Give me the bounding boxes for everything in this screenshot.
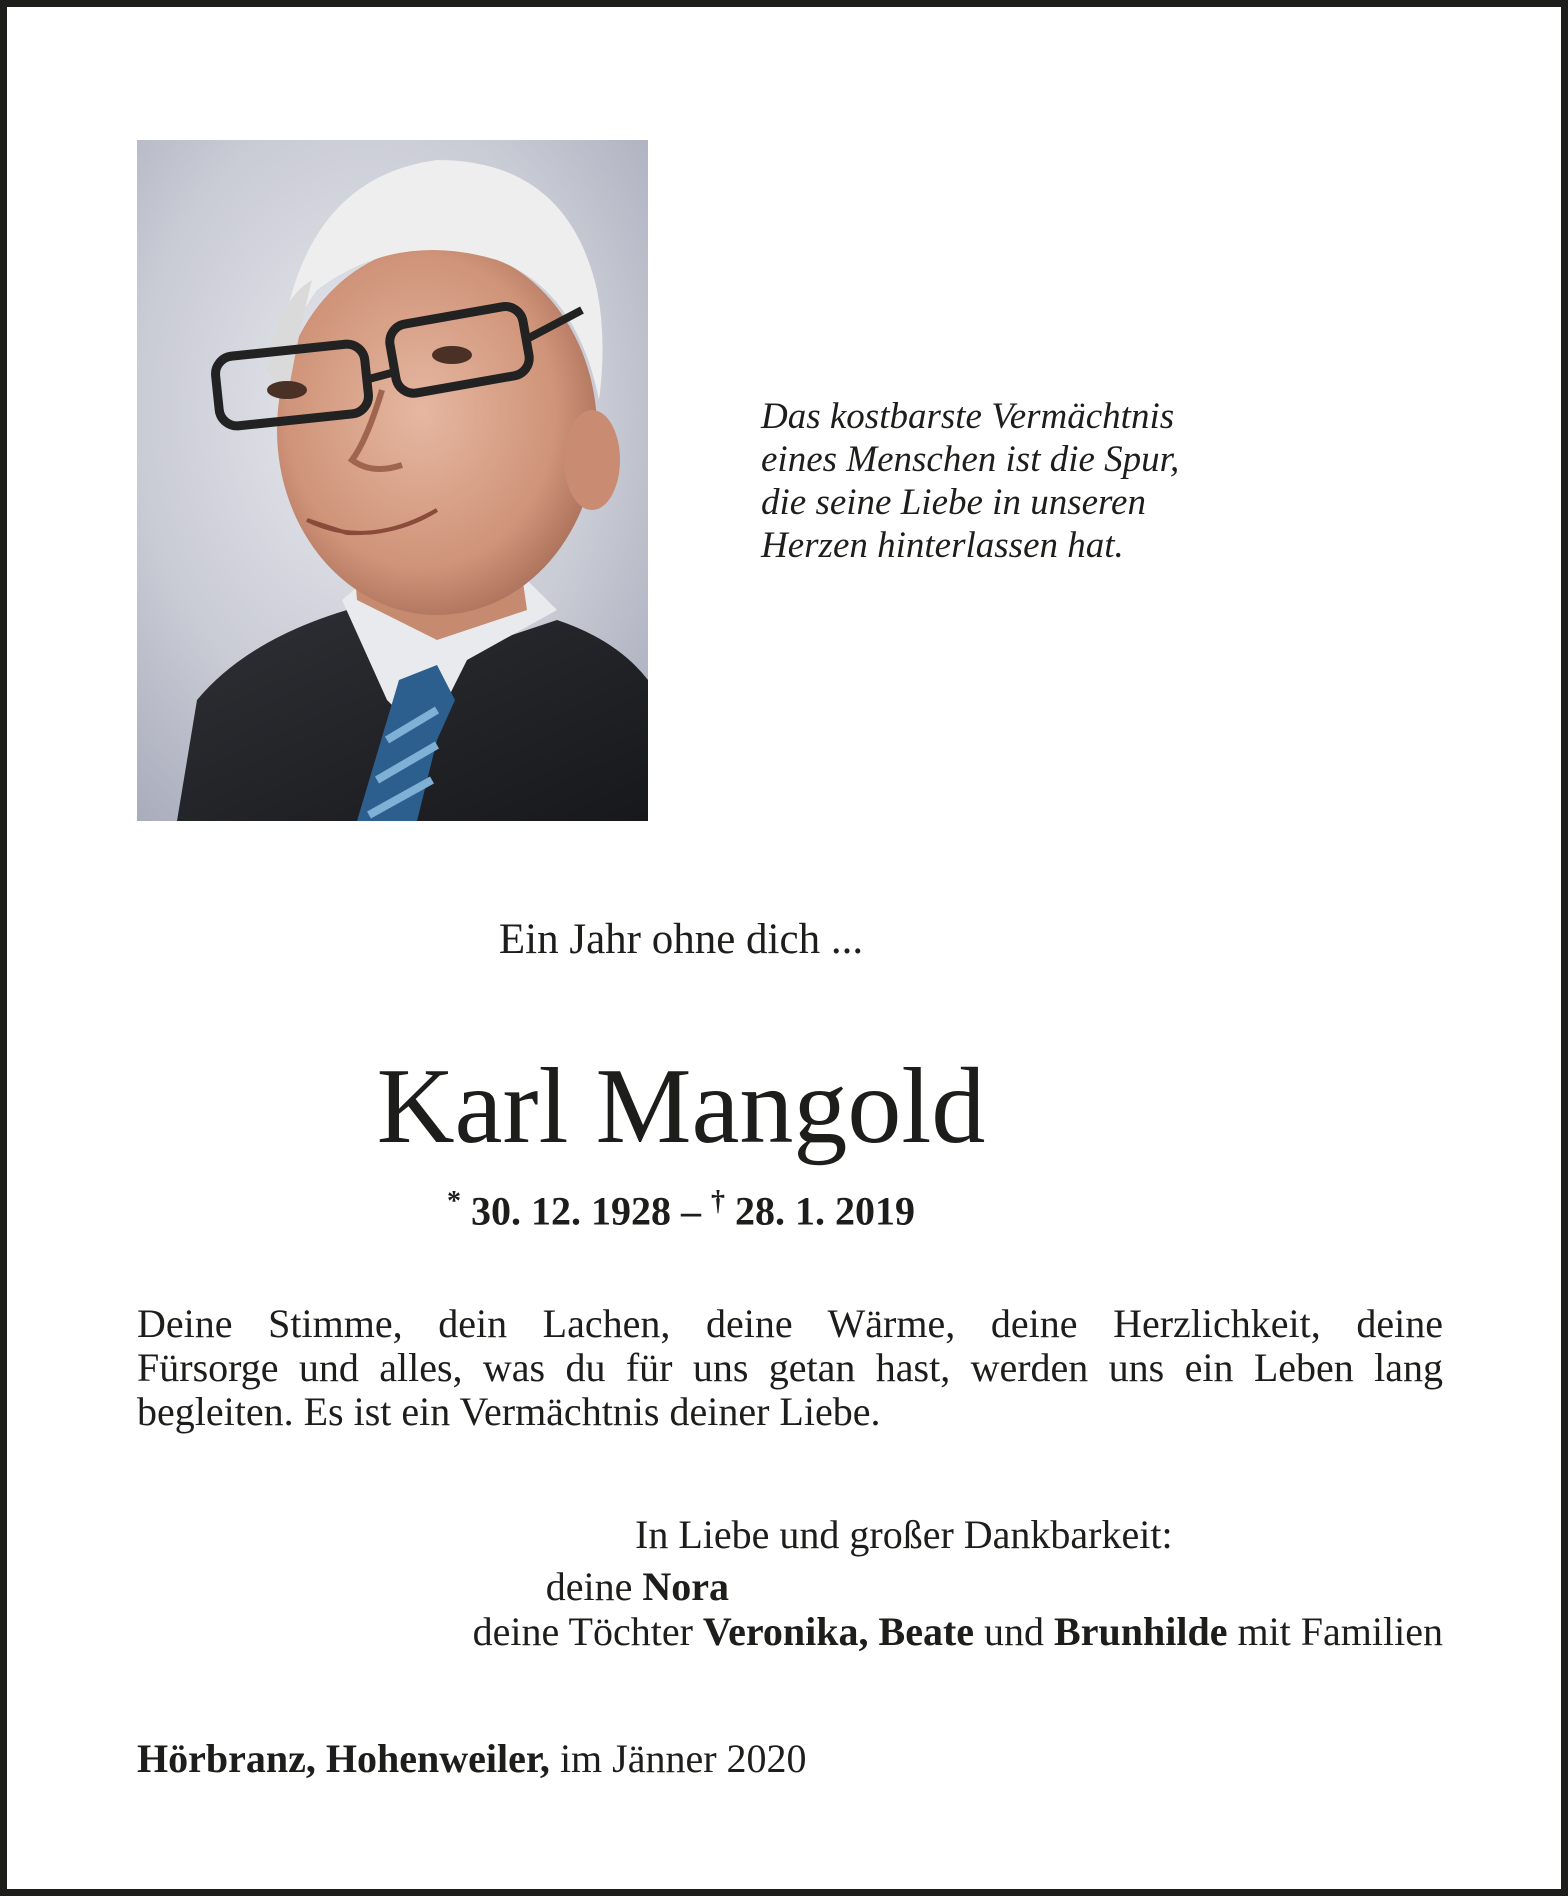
memorial-text-line: Deine Stimme, dein Lachen, deine Wärme, deine Herzlichkeit, deine [137, 1301, 1443, 1346]
quote-line: Herzen hinterlassen hat. [761, 525, 1124, 566]
death-symbol: † [711, 1186, 725, 1217]
death-date: 28. 1. 2019 [735, 1188, 915, 1234]
daughter-name: Veronika, [702, 1609, 869, 1654]
signature-wife [7, 1562, 729, 1612]
date-separator: – [681, 1188, 701, 1234]
daughter-name: Brunhilde [1054, 1609, 1228, 1654]
life-dates [7, 1177, 1568, 1236]
signature-daughters [7, 1607, 1443, 1657]
quote-line: eines Menschen ist die Spur, [761, 439, 1180, 480]
quote-line: die seine Liebe in unseren [761, 482, 1146, 523]
towns: Hörbranz, Hohenweiler, [137, 1736, 550, 1781]
place-and-date [137, 1734, 807, 1784]
wife-name: Nora [642, 1564, 729, 1609]
daughter-name: Beate [878, 1609, 975, 1654]
dedication: In Liebe und großer Dankbarkeit: [635, 1512, 1173, 1557]
quote-line: Das kostbarste Vermächtnis [761, 396, 1175, 437]
subtitle: Ein Jahr ohne dich ... [498, 916, 864, 963]
wife-prefix: deine [545, 1564, 633, 1609]
portrait-illustration [137, 140, 648, 821]
deceased-name: Karl Mangold [376, 1047, 986, 1166]
birth-symbol: * [447, 1186, 461, 1217]
birth-date: 30. 12. 1928 [471, 1188, 671, 1234]
memorial-quote [761, 395, 1321, 567]
notice-date: im Jänner 2020 [559, 1736, 807, 1781]
families-suffix: mit Familien [1237, 1609, 1443, 1654]
memorial-text-line: Fürsorge und alles, was du für uns getan hast, werden uns ein Leben lang [137, 1345, 1443, 1390]
memorial-text [137, 1302, 1443, 1434]
portrait-photo [137, 140, 648, 821]
conjunction: und [984, 1609, 1045, 1654]
memorial-text-line: begleiten. Es ist ein Vermächtnis deiner Liebe. [137, 1389, 881, 1434]
daughters-prefix: deine Töchter [472, 1609, 693, 1654]
